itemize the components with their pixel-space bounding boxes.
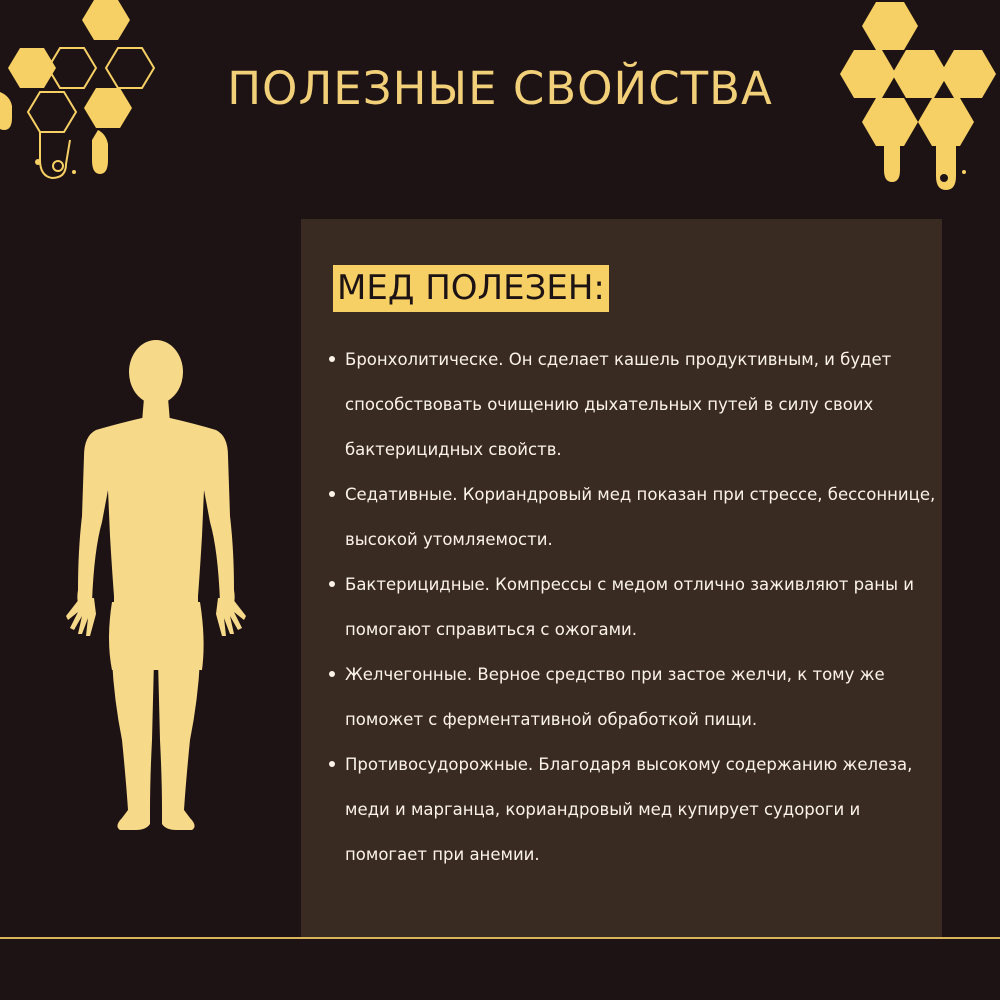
bullet-dot-icon (329, 671, 335, 677)
list-item (329, 652, 939, 742)
list-item (329, 562, 939, 652)
bottom-divider (0, 937, 1000, 939)
benefit-text: Бронхолитическе. Он сделает кашель продуктивным, и будет способствовать очищению дыхательных путей в силу своих бактерицидных свойств. (345, 350, 892, 459)
list-item (329, 337, 939, 472)
bullet-dot-icon (329, 581, 335, 587)
bullet-dot-icon (329, 761, 335, 767)
list-item (329, 472, 939, 562)
benefits-panel (301, 219, 942, 938)
benefit-text: Седативные. Кориандровый мед показан при стрессе, бессоннице, высокой утомляемости. (345, 485, 936, 549)
benefits-list (329, 337, 939, 877)
list-item (329, 742, 939, 877)
human-body-icon (56, 340, 254, 834)
bullet-dot-icon (329, 356, 335, 362)
benefit-text: Желчегонные. Верное средство при застое желчи, к тому же поможет с ферментативной обработкой пищи. (345, 665, 885, 729)
bullet-dot-icon (329, 491, 335, 497)
page-title: ПОЛЕЗНЫЕ СВОЙСТВА (227, 62, 773, 115)
panel-heading: МЕД ПОЛЕЗЕН: (333, 265, 609, 312)
benefit-text: Бактерицидные. Компрессы с медом отлично заживляют раны и помогают справиться с ожогами. (345, 575, 915, 639)
benefit-text: Противосудорожные. Благодаря высокому содержанию железа, меди и марганца, кориандровый мед купирует судороги и помогает при анемии. (345, 755, 913, 864)
